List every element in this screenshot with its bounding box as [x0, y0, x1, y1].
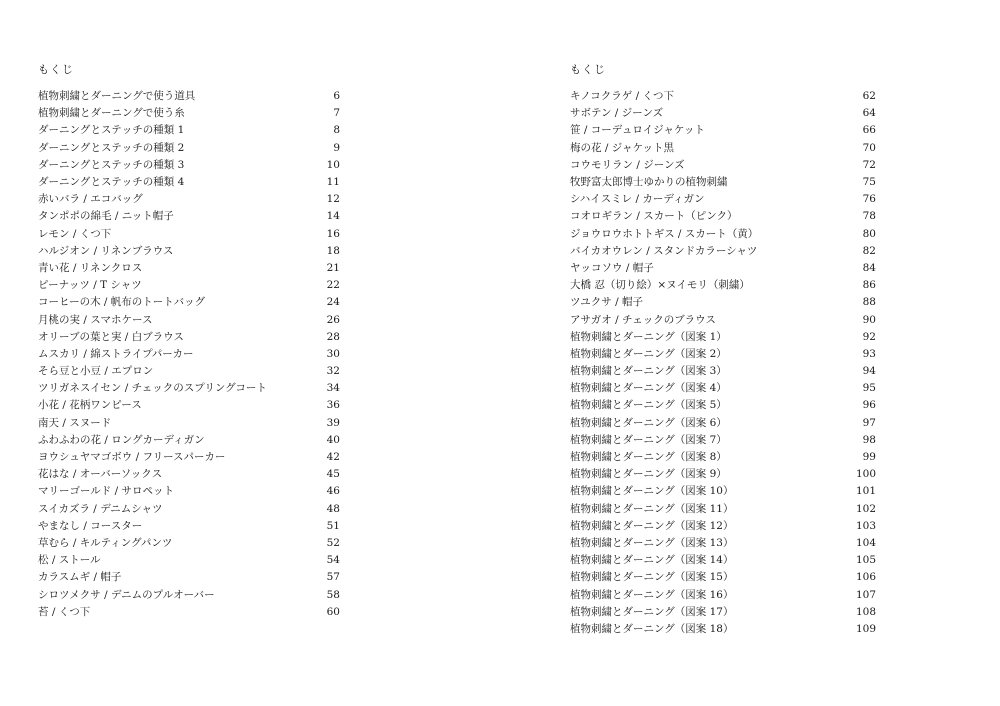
toc-entry-title: シロツメクサ / デニムのプルオーバー	[38, 588, 215, 601]
toc-entry-page-number: 6	[333, 90, 340, 103]
toc-entry	[38, 363, 340, 380]
toc-entry-title: 植物刺繍とダーニング（図案 3）	[570, 365, 727, 378]
toc-entry	[570, 449, 876, 466]
toc-entry	[38, 604, 340, 621]
toc-entry-title: スイカズラ / デニムシャツ	[38, 502, 163, 515]
toc-entry	[38, 277, 340, 294]
toc-entry-title: 松 / ストール	[38, 554, 101, 567]
toc-entry-title: 植物刺繍とダーニング（図案 15）	[570, 571, 734, 584]
toc-entry	[38, 501, 340, 518]
toc-entry-page-number: 108	[855, 605, 876, 618]
toc-entry-page-number: 107	[855, 588, 876, 601]
toc-entry	[570, 501, 876, 518]
toc-entry	[38, 346, 340, 363]
toc-entry	[570, 415, 876, 432]
toc-entry-title: レモン / くつ下	[38, 227, 112, 240]
toc-entry-page-number: 34	[326, 382, 340, 395]
toc-entry-title: コーヒーの木 / 帆布のトートバッグ	[38, 296, 206, 309]
toc-entry-page-number: 94	[862, 365, 876, 378]
toc-entry-page-number: 7	[333, 107, 340, 120]
toc-entry	[38, 294, 340, 311]
toc-entry-page-number: 98	[862, 433, 876, 446]
toc-entry	[38, 122, 340, 139]
toc-entry-page-number: 92	[862, 330, 876, 343]
toc-entry-page-number: 100	[855, 468, 876, 481]
toc-entry	[570, 88, 876, 105]
toc-entry-title: ヤッコソウ / 帽子	[570, 261, 654, 274]
toc-entry	[38, 260, 340, 277]
toc-entry-page-number: 57	[326, 571, 340, 584]
toc-entry	[570, 586, 876, 603]
toc-entry	[38, 140, 340, 157]
toc-entry-title: 牧野富太郎博士ゆかりの植物刺繍	[570, 176, 728, 189]
left-toc-list	[38, 88, 340, 621]
toc-entry-page-number: 14	[326, 210, 340, 223]
toc-entry-title: ツユクサ / 帽子	[570, 296, 644, 309]
toc-entry	[570, 208, 876, 225]
toc-entry-title: 笹 / コーデュロイジャケット	[570, 124, 705, 137]
toc-entry	[570, 518, 876, 535]
toc-entry-title: アサガオ / チェックのブラウス	[570, 313, 716, 326]
toc-entry	[570, 191, 876, 208]
toc-entry-title: ピーナッツ / T シャツ	[38, 279, 142, 292]
toc-entry-page-number: 26	[326, 313, 340, 326]
toc-entry-title: 小花 / 花柄ワンピース	[38, 399, 142, 412]
toc-entry-title: 植物刺繍とダーニングで使う糸	[38, 107, 185, 120]
toc-entry-page-number: 70	[862, 141, 876, 154]
toc-entry-title: 青い花 / リネンクロス	[38, 261, 143, 274]
toc-entry	[570, 243, 876, 260]
right-toc-list	[570, 88, 876, 638]
toc-entry-title: 月桃の実 / スマホケース	[38, 313, 153, 326]
toc-entry	[38, 191, 340, 208]
toc-entry-title: マリーゴールド / サロペット	[38, 485, 175, 498]
toc-entry-title: 赤いバラ / エコバッグ	[38, 193, 143, 206]
toc-entry-title: ダーニングとステッチの種類 1	[38, 124, 185, 137]
toc-entry-page-number: 52	[326, 536, 340, 549]
toc-entry	[38, 449, 340, 466]
toc-entry-page-number: 48	[326, 502, 340, 515]
toc-entry-page-number: 84	[862, 261, 876, 274]
toc-entry	[570, 277, 876, 294]
toc-entry-title: 植物刺繍とダーニング（図案 14）	[570, 554, 734, 567]
toc-entry-title: やまなし / コースター	[38, 519, 143, 532]
toc-entry-page-number: 12	[326, 193, 340, 206]
toc-entry-title: 植物刺繍とダーニング（図案 8）	[570, 451, 727, 464]
toc-entry-title: ツリガネスイセン / チェックのスプリングコート	[38, 382, 267, 395]
toc-entry-page-number: 66	[862, 124, 876, 137]
toc-entry-title: ヨウシュヤマゴボウ / フリースパーカー	[38, 451, 226, 464]
toc-entry-page-number: 86	[862, 279, 876, 292]
toc-entry-page-number: 11	[326, 176, 340, 189]
toc-entry	[570, 604, 876, 621]
toc-entry-title: 植物刺繍とダーニング（図案 12）	[570, 519, 734, 532]
toc-entry	[570, 122, 876, 139]
toc-entry-title: バイカオウレン / スタンドカラーシャツ	[570, 244, 758, 257]
toc-entry-page-number: 97	[862, 416, 876, 429]
toc-entry	[570, 621, 876, 638]
toc-entry-title: 植物刺繍とダーニング（図案 11）	[570, 502, 734, 515]
toc-entry-title: 南天 / スヌード	[38, 416, 112, 429]
toc-entry-page-number: 54	[326, 554, 340, 567]
toc-entry	[570, 157, 876, 174]
toc-entry-title: そら豆と小豆 / エプロン	[38, 365, 154, 378]
toc-entry	[38, 397, 340, 414]
toc-entry	[570, 483, 876, 500]
toc-entry-page-number: 60	[326, 605, 340, 618]
toc-entry-title: 植物刺繍とダーニング（図案 5）	[570, 399, 727, 412]
toc-entry	[570, 397, 876, 414]
toc-entry-page-number: 75	[862, 176, 876, 189]
toc-entry-page-number: 32	[326, 365, 340, 378]
toc-entry-title: オリーブの葉と実 / 白ブラウス	[38, 330, 184, 343]
toc-entry-page-number: 8	[333, 124, 340, 137]
toc-entry-title: 植物刺繍とダーニング（図案 7）	[570, 433, 727, 446]
toc-entry	[570, 363, 876, 380]
toc-entry	[570, 140, 876, 157]
toc-entry-page-number: 28	[326, 330, 340, 343]
toc-entry	[38, 88, 340, 105]
toc-entry	[38, 329, 340, 346]
toc-entry-title: 植物刺繍とダーニング（図案 18）	[570, 622, 734, 635]
toc-entry	[38, 311, 340, 328]
toc-entry	[38, 243, 340, 260]
toc-entry-page-number: 90	[862, 313, 876, 326]
toc-entry	[570, 466, 876, 483]
toc-entry-page-number: 80	[862, 227, 876, 240]
left-page-heading: もくじ	[38, 63, 74, 76]
toc-entry	[38, 226, 340, 243]
toc-entry-title: タンポポの綿毛 / ニット帽子	[38, 210, 174, 223]
toc-entry-title: ダーニングとステッチの種類 2	[38, 141, 185, 154]
toc-entry-page-number: 109	[855, 622, 876, 635]
toc-entry-title: 梅の花 / ジャケット黒	[570, 141, 674, 154]
toc-entry	[570, 311, 876, 328]
toc-entry-page-number: 36	[326, 399, 340, 412]
toc-entry-page-number: 102	[855, 502, 876, 515]
right-page-heading: もくじ	[570, 63, 606, 76]
toc-entry-page-number: 88	[862, 296, 876, 309]
toc-entry-title: ハルジオン / リネンブラウス	[38, 244, 174, 257]
toc-entry-title: ダーニングとステッチの種類 4	[38, 176, 185, 189]
toc-entry-title: 植物刺繍とダーニング（図案 10）	[570, 485, 734, 498]
toc-entry-title: ムスカリ / 綿ストライプパーカー	[38, 347, 194, 360]
toc-entry	[570, 226, 876, 243]
toc-entry	[38, 380, 340, 397]
toc-entry	[38, 174, 340, 191]
toc-entry-page-number: 16	[326, 227, 340, 240]
toc-entry-title: 植物刺繍とダーニング（図案 4）	[570, 382, 727, 395]
toc-entry-title: コウモリラン / ジーンズ	[570, 158, 685, 171]
toc-entry	[570, 260, 876, 277]
toc-entry-page-number: 24	[326, 296, 340, 309]
toc-entry-page-number: 46	[326, 485, 340, 498]
toc-entry-page-number: 103	[855, 519, 876, 532]
toc-entry	[38, 483, 340, 500]
toc-entry	[570, 569, 876, 586]
toc-entry-page-number: 72	[862, 158, 876, 171]
toc-entry-title: 植物刺繍とダーニング（図案 17）	[570, 605, 734, 618]
toc-entry-page-number: 82	[862, 244, 876, 257]
toc-entry-page-number: 64	[862, 107, 876, 120]
toc-entry-page-number: 62	[862, 90, 876, 103]
toc-entry-title: 植物刺繍とダーニング（図案 2）	[570, 347, 727, 360]
toc-entry-page-number: 76	[862, 193, 876, 206]
toc-entry	[38, 415, 340, 432]
toc-entry-page-number: 106	[855, 571, 876, 584]
toc-entry	[570, 432, 876, 449]
toc-entry	[38, 535, 340, 552]
toc-entry-page-number: 58	[326, 588, 340, 601]
toc-entry	[570, 380, 876, 397]
toc-entry-page-number: 9	[333, 141, 340, 154]
toc-entry-page-number: 96	[862, 399, 876, 412]
toc-entry	[38, 466, 340, 483]
toc-entry-title: 大橋 忍（切り絵）×ヌイモリ（刺繍）	[570, 279, 750, 292]
toc-entry-title: ジョウロウホトトギス / スカート（黄）	[570, 227, 759, 240]
toc-entry-page-number: 104	[855, 536, 876, 549]
toc-entry	[38, 105, 340, 122]
toc-entry-title: キノコクラゲ / くつ下	[570, 90, 674, 103]
toc-entry	[570, 552, 876, 569]
toc-entry	[38, 208, 340, 225]
toc-entry-page-number: 105	[855, 554, 876, 567]
toc-entry	[38, 518, 340, 535]
toc-entry-title: コオロギラン / スカート（ピンク）	[570, 210, 738, 223]
toc-entry-title: 草むら / キルティングパンツ	[38, 536, 173, 549]
toc-entry-page-number: 78	[862, 210, 876, 223]
toc-entry	[38, 432, 340, 449]
toc-entry	[570, 346, 876, 363]
toc-entry-title: 植物刺繍とダーニング（図案 6）	[570, 416, 727, 429]
toc-entry	[570, 105, 876, 122]
toc-entry	[38, 586, 340, 603]
toc-entry-title: カラスムギ / 帽子	[38, 571, 122, 584]
toc-entry	[38, 569, 340, 586]
toc-entry	[570, 535, 876, 552]
toc-entry-title: 植物刺繍とダーニング（図案 16）	[570, 588, 734, 601]
toc-entry-page-number: 21	[326, 261, 340, 274]
toc-entry-title: 植物刺繍とダーニング（図案 1）	[570, 330, 727, 343]
toc-entry-page-number: 39	[326, 416, 340, 429]
toc-entry-title: 花はな / オーバーソックス	[38, 468, 163, 481]
toc-entry-page-number: 22	[326, 279, 340, 292]
toc-entry-title: サボテン / ジーンズ	[570, 107, 664, 120]
toc-entry-title: ダーニングとステッチの種類 3	[38, 158, 185, 171]
toc-entry-page-number: 93	[862, 347, 876, 360]
toc-entry	[38, 552, 340, 569]
toc-entry-page-number: 40	[326, 433, 340, 446]
toc-entry-title: 植物刺繍とダーニング（図案 13）	[570, 536, 734, 549]
toc-entry	[38, 157, 340, 174]
toc-entry-page-number: 51	[326, 519, 340, 532]
toc-entry-page-number: 95	[862, 382, 876, 395]
toc-entry-title: 苔 / くつ下	[38, 605, 91, 618]
toc-entry	[570, 329, 876, 346]
toc-entry-page-number: 42	[326, 451, 340, 464]
toc-entry-title: シハイスミレ / カーディガン	[570, 193, 705, 206]
toc-entry-title: 植物刺繍とダーニング（図案 9）	[570, 468, 727, 481]
toc-entry-page-number: 101	[855, 485, 876, 498]
toc-entry-page-number: 18	[326, 244, 340, 257]
toc-entry-title: 植物刺繍とダーニングで使う道具	[38, 90, 196, 103]
toc-entry	[570, 174, 876, 191]
toc-entry	[570, 294, 876, 311]
toc-entry-title: ふわふわの花 / ロングカーディガン	[38, 433, 205, 446]
toc-entry-page-number: 10	[326, 158, 340, 171]
toc-entry-page-number: 30	[326, 347, 340, 360]
toc-entry-page-number: 45	[326, 468, 340, 481]
toc-entry-page-number: 99	[862, 451, 876, 464]
